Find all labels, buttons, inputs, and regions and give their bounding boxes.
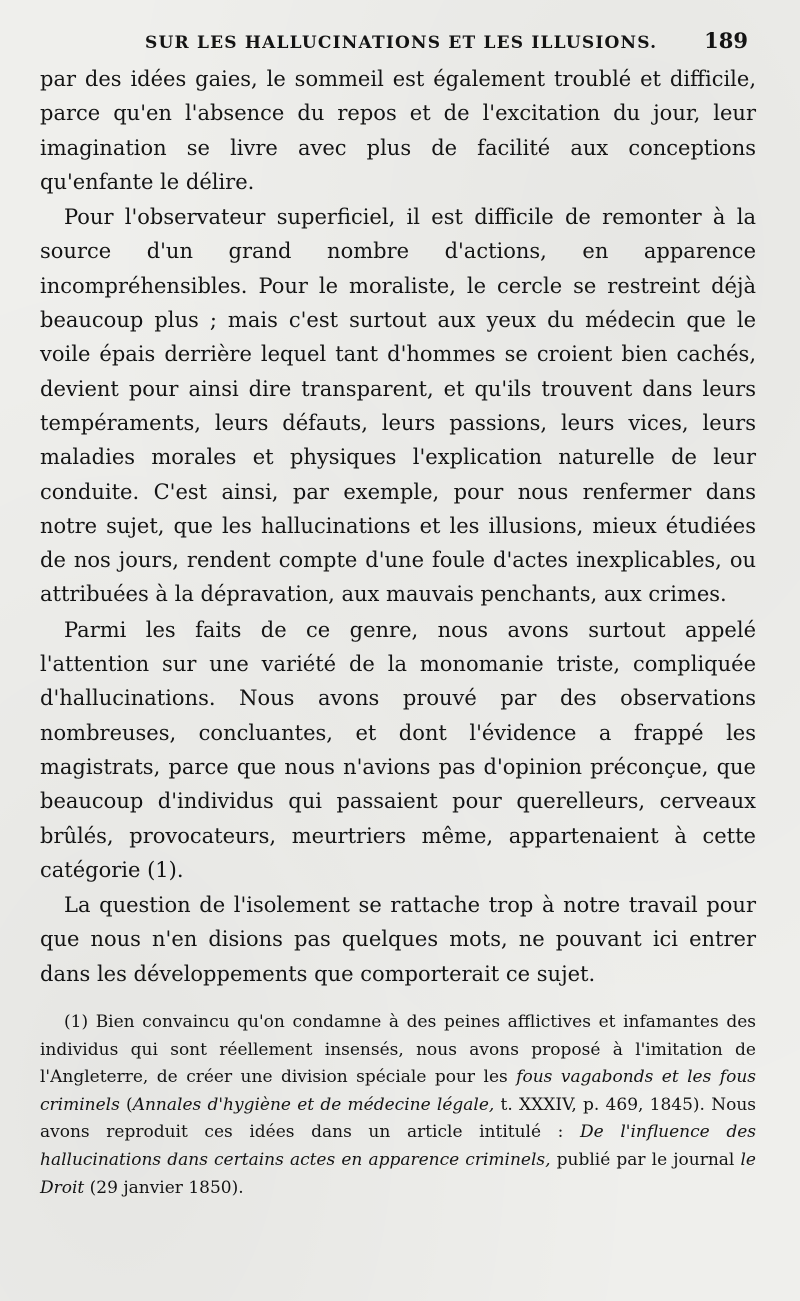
paragraph-4: La question de l'isolement se rattache trop à notre travail pour que nous n'en disions pas quelques mots, ne pouvant ici entrer dans les développements que comporterait ce sujet. (40, 893, 756, 986)
footnote-text-3: t. XXXIV, p. 469, 1845). Nous avons reproduit ces idées dans un article intitulé : (40, 1094, 756, 1143)
running-title: SUR LES HALLUCINATIONS ET LES ILLUSIONS. (145, 33, 658, 53)
footnote-italic-1: fous vagabonds et les fous criminels (40, 1067, 756, 1115)
paragraph-2: Pour l'observateur superficiel, il est difficile de remonter à la source d'un grand nombre d'actions, en apparence incompréhensibles. Pour le moraliste, le cercle se restreint déjà beaucoup plus ; mais c'est surtout aux yeux du médecin que le voile épais derrière lequel tant d'hommes se croient bien cachés, devient pour ainsi dire transparent, et qu'ils trouvent dans leurs tempéraments, leurs défauts, leurs passions, leurs vices, leurs maladies morales et physiques l'explication naturelle de leur conduite. C'est ainsi, par exemple, pour nous renfermer dans notre sujet, que les hallucinations et les illusions, mieux étudiées de nos jours, rendent compte d'une foule d'actes inexplicables, ou attribuées à la dépravation, aux mauvais penchants, aux crimes. (40, 205, 756, 607)
page-number: 189 (704, 28, 748, 53)
footnote-italic-2: Annales d'hygiène et de médecine légale, (132, 1094, 495, 1115)
footnote-text-1: (1) Bien convaincu qu'on condamne à des peines afflictives et infamantes des individus qui sont réellement insensés, nous avons proposé à l'imitation de l'Angleterre, de créer une division spéciale pour les (40, 1012, 756, 1088)
paragraph-1: par des idées gaies, le sommeil est également troublé et difficile, parce qu'en l'absence du repos et de l'excitation du jour, leur imagination se livre avec plus de facilité aux conceptions qu'enfante le délire. (40, 67, 756, 194)
footnote (40, 1009, 756, 1202)
footnote-text-2: ( (119, 1094, 133, 1115)
body-text (40, 62, 756, 991)
page-header (145, 28, 748, 62)
paragraph-3: Parmi les faits de ce genre, nous avons surtout appelé l'attention sur une variété de la monomanie triste, compliquée d'hallucinations. Nous avons prouvé par des observations nombreuses, concluantes, et dont l'évidence a frappé les magistrats, parce que nous n'avions pas d'opinion préconçue, que beaucoup d'individus qui passaient pour querelleurs, cerveaux brûlés, provocateurs, meurtriers même, appartenaient à cette catégorie (1). (40, 617, 756, 882)
footnote-italic-3: De l'influence des hallucinations dans certains actes en apparence criminels, (40, 1122, 757, 1170)
footnote-italic-4: le Droit (40, 1149, 756, 1198)
footnote-text-5: (29 janvier 1850). (84, 1177, 244, 1198)
footnote-text-4: publié par le journal (550, 1149, 741, 1170)
